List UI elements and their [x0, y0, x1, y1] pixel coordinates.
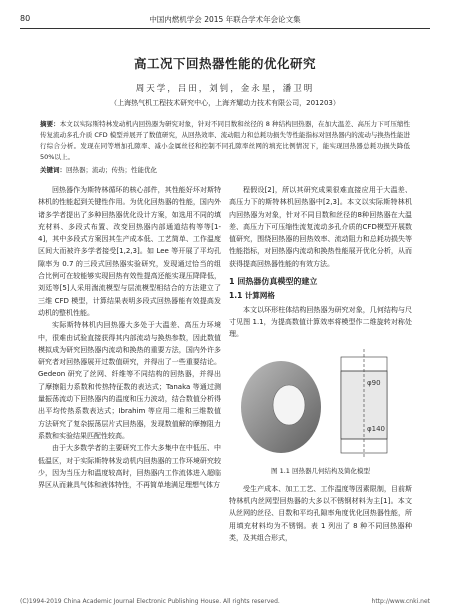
paper-affiliation: （上海热气机工程技术研究中心，上海齐耀动力技术有限公司，201203）	[110, 99, 340, 107]
figure-regenerator-geometry	[229, 345, 412, 463]
journal-title: 中国内燃机学会 2015 年联合学术年会论文集	[149, 15, 301, 24]
regenerator-ring-photo	[241, 361, 321, 453]
copyright-text: (C)1994-2019 China Academic Journal Electronic Publishing House. All rights reserved.	[20, 598, 280, 605]
footer-url: http://www.cnki.net	[371, 598, 430, 605]
body-paragraph: 实际斯特林机内回热器大多处于大温差、高压力环境中，很难由试验直接获得其内部流动与换热参数，因此数值模拟成为研究回热器内流动和换热的重要方法，国内外许多研究者对回热器展开过数值研究，并得出了一些重要结论。Gedeon 研究了丝网、纤维等不同结构的回热器，并得出了摩擦阻力系数和传热特征数的表达式；Tanaka 等通过测量振荡流动下回热器内的温度和压力波动，结合数值分析得出平均传热系数表达式；Ibrahim 等应用二维和三维数值方法研究了复杂振荡层片式回热器，发现数值解的摩擦阻力系数和实验结果匹配性较高。	[38, 321, 221, 440]
abstract-text: 本文以实际斯特林发动机内回热器为研究对象，针对不同目数和丝径的 8 种结构回热器，在加大温差、高压力下可压缩性传复流动多孔介质 CFD 模型并展开了数值研究，从回热效率、流动阻力和总耗功损失等性能指标对回热器内的流动与换热性能进行综合分析。发现在同等增加孔隙率、减小金属丝径和控制不同孔隙率丝网的填充比例情况下，能实现回热器总耗功损失降低 50%以上。	[40, 120, 410, 161]
running-header	[20, 14, 430, 28]
body-paragraph: 由于大多数学者的主要研究工作大多集中在中低压、中低温区，对于实际斯特林发动机内回热器的工作环境研究较少，因为当压力和温度较高时，回热器内工作流体进入超临界区从而兼具气体和液体特性，不再简单地满足理想气体方	[38, 444, 221, 490]
keywords-label: 关键词：	[40, 166, 66, 174]
keywords-text: 回热器；流动；传热；性能优化	[66, 166, 157, 174]
section-heading: 1 回热器仿真模型的建立	[229, 277, 318, 287]
dimension-outer: φ140	[367, 424, 385, 433]
body-paragraph: 受生产成本、加工工艺、工作温度等因素限制，目前斯特林机内丝网型回热器的大多以不锈钢材料为主[1]。本文从丝网的丝径、目数和平均孔隙率角度优化回热器性能，所用填充材料均为不锈钢。表 1 列出了 8 种不同回热器种类，及其组合形式，	[229, 484, 412, 543]
right-column	[229, 184, 412, 544]
dimension-inner: φ90	[367, 378, 381, 387]
paper-title: 高工况下回热器性能的优化研究	[133, 56, 316, 71]
body-paragraph: 程假设[2]，所以其研究成果很难直接应用于大温差、高压力下的斯特林机回热器中[2,3]。本文以实际斯特林机内回热器为对象，针对不同目数和丝径的8种回热器在大温差、高压力下可压缩性流复流动多孔介质的CFD模型开展数值研究，围绕回热器的回热效率、流动阻力和总耗功损失等性能指标，对回热器内流动和换热性能展开优化分析，从而获得提高回热器性能的有效方法。	[229, 186, 412, 268]
simplified-model-drawing	[341, 349, 387, 459]
regenerator-figure-svg	[229, 345, 412, 463]
subsection-heading: 1.1 计算网格	[229, 291, 275, 301]
keywords	[40, 165, 410, 174]
page-footer	[20, 598, 430, 605]
abstract	[40, 119, 410, 163]
header-rule	[20, 28, 430, 29]
body-paragraph: 本文以环形柱体结构回热器为研究对象，几何结构与尺寸见图 1.1，为提高数值计算效率将模型作二维旋转对称处理。	[229, 305, 412, 339]
page-number: 80	[20, 14, 31, 23]
abstract-label: 摘要：	[40, 120, 60, 128]
paper-authors: 周天学，吕田，刘钊，金永星，潘卫明	[135, 84, 315, 94]
left-column	[38, 184, 221, 491]
figure-caption: 图 1.1 回热器几何结构及简化模型	[271, 466, 370, 475]
body-paragraph: 回热器作为斯特林循环的核心部件，其性能好坏对斯特林机的性能起到关键性作用。为优化回热器的性能，国内外诸多学者提出了多种回热器优化设计方案，如选用不同的填充材料、多段式布置、改变回热器内部通道结构等等[1-4]，其中多段式方案因其生产成本低、工艺简单、工作温度区间大而被许多学者接受[1,2,3]。如 Lee 等开展了平均孔隙率为 0.7 的三段式回热器实验研究，发现通过恰当的组合比例可在较能够实现回热有效性提高还能实现压降降低，刘廷等[5]人采用湍流模型与层流模型相结合的方法建立了三维 CFD 模型，计算结果表明多段式回热器能有效提高发动机的整机性能。	[38, 186, 221, 317]
